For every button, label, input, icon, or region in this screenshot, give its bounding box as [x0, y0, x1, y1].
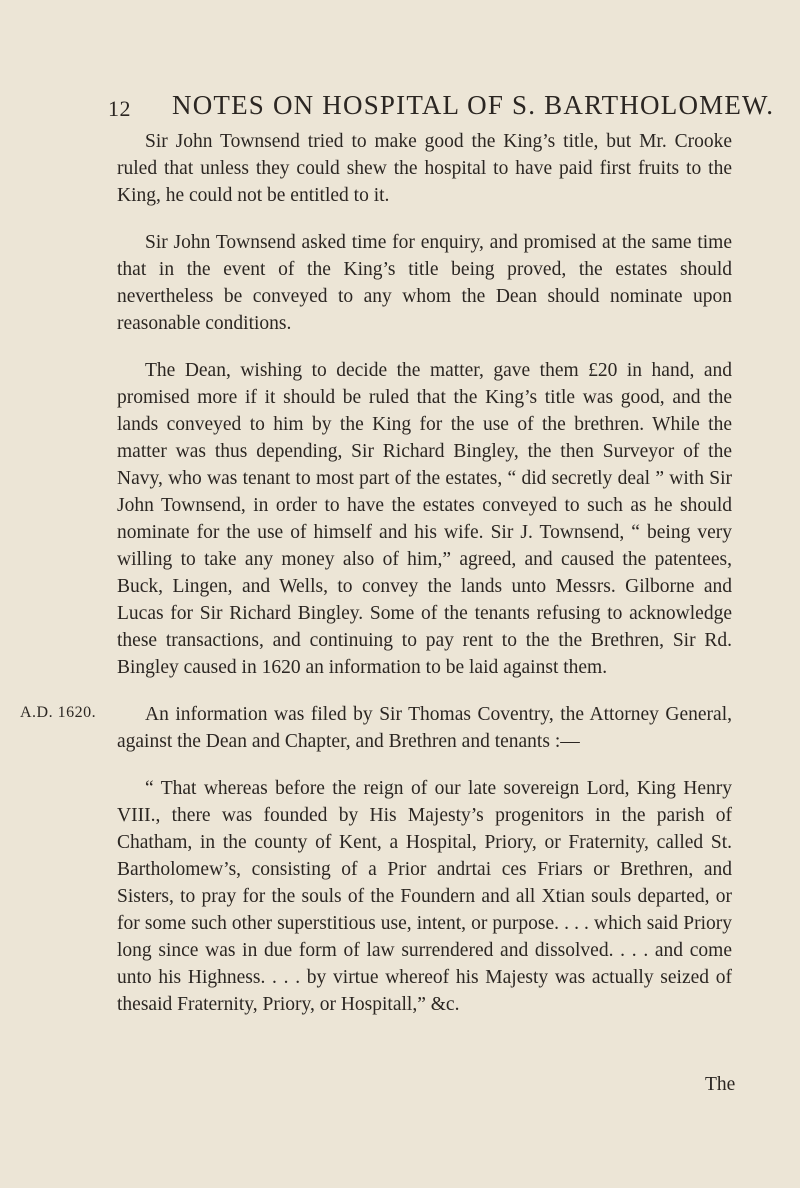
paragraph: Sir John Townsend asked time for enquiry, and promised at the same time that in the event of the King’s title being proved, the estates should nevertheless be conveyed to any whom the Dean should nominate upon reasonable conditions.: [117, 232, 732, 334]
paragraph: An information was filed by Sir Thomas Coventry, the Attorney General, against the Dean and Chapter, and Brethren and tenants :—: [117, 704, 732, 752]
paragraph: Sir John Townsend tried to make good the King’s title, but Mr. Crooke ruled that unless they could shew the hospital to have paid first fruits to the King, he could not be entitled to it.: [117, 131, 732, 206]
margin-note: A.D. 1620.: [20, 704, 97, 721]
paragraph: The Dean, wishing to decide the matter, gave them £20 in hand, and promised more if it should be ruled that the King’s title was good, and the lands conveyed to him by the King for the use of the brethren. While the matter was thus depending, Sir Richard Bingley, the then Surveyor of the Navy, who was tenant to most part of the estates, “ did secretly deal ” with Sir John Townsend, in order to have the estates conveyed to such as he should nominate for the use of himself and his wife. Sir J. Townsend, “ being very willing to take any money also of him,” agreed, and caused the patentees, Buck, Lingen, and Wells, to convey the lands unto Messrs. Gilborne and Lucas for Sir Richard Bingley. Some of the tenants refusing to acknowledge these transactions, and continuing to pay rent to the the Brethren, Sir Rd. Bingley caused in 1620 an information to be laid against them.: [117, 360, 732, 678]
running-title: NOTES ON HOSPITAL OF S. BARTHOLOMEW.: [172, 90, 775, 120]
catchword: The: [705, 1074, 736, 1095]
body-text: [117, 128, 732, 1018]
page-number: 12: [108, 96, 131, 121]
paragraph: “ That whereas before the reign of our late sovereign Lord, King Henry VIII., there was founded by His Majesty’s progenitors in the parish of Chatham, in the county of Kent, a Hospital, Priory, or Fraternity, called St. Bartholomew’s, consisting of a Prior andrtai ces Friars or Brethren, and Sisters, to pray for the souls of the Foundern and all Xtian souls departed, or for some such other superstitious use, intent, or purpose. . . . which said Priory long since was in due form of law surrendered and dissolved. . . . and come unto his Highness. . . . by virtue whereof his Majesty was actually seized of thesaid Fraternity, Priory, or Hospitall,” &c.: [117, 778, 732, 1015]
